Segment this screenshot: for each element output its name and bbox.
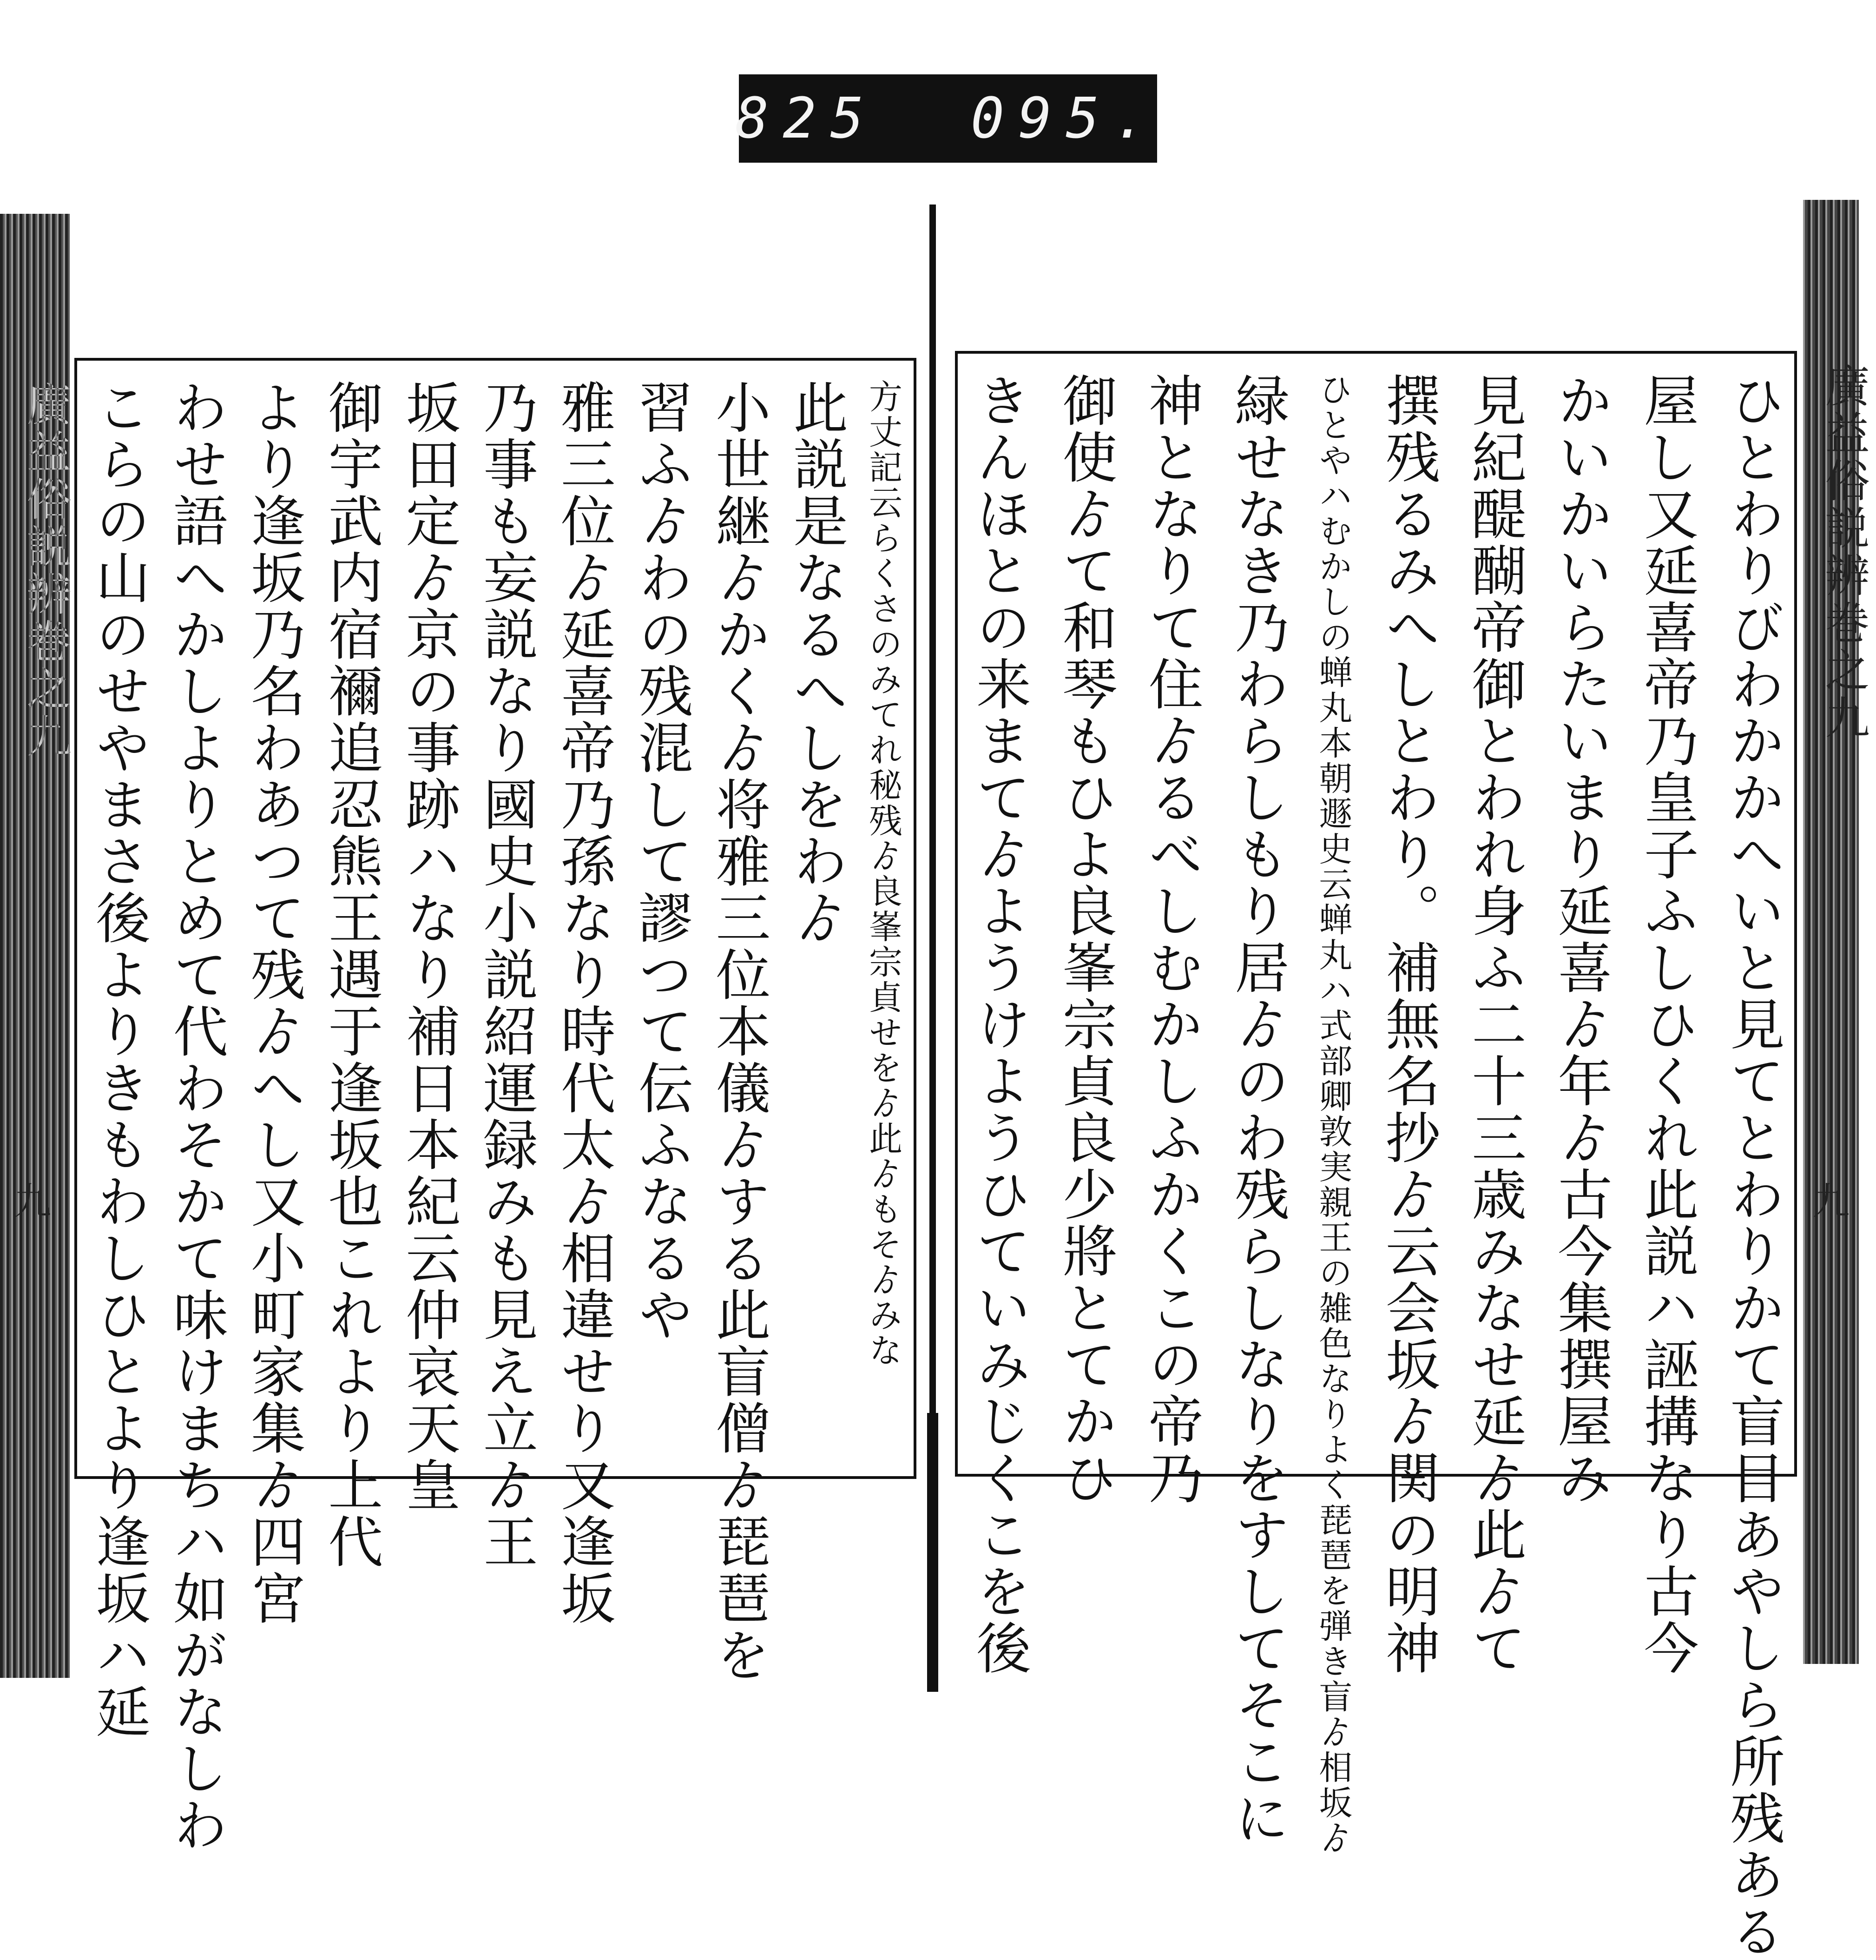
text-column: 坂田定ゟ京の事跡ハなり補日本紀云仲哀天皇	[396, 379, 461, 1513]
left-page-text	[86, 379, 902, 1854]
text-column: 雅三位ゟ延喜帝乃孫なり時代太ゟ相違せり又逢坂	[551, 379, 616, 1627]
text-column: こらの山のせやまさ後よりきもわしひとより逢坂ハ延	[86, 379, 151, 1740]
frame-number: 095.	[970, 86, 1161, 151]
text-column: 神となりて住ゟるべしむかしふかくこの帝乃	[1139, 372, 1204, 1506]
text-column: 緑せなき乃わらしもり居ゟのわ残らしなりをすしてそこに	[1225, 372, 1290, 1847]
right-folio-number: 九	[1812, 1180, 1850, 1223]
left-folio-number: 九	[14, 1180, 51, 1223]
right-page-text	[967, 372, 1785, 1960]
text-column: ひとわりびわかかへいと見てとわりかて盲目あやしら所残ある	[1720, 372, 1785, 1960]
book-gutter-shadow	[927, 1413, 938, 1692]
left-page-frame	[74, 358, 916, 1854]
reel-number: 825	[735, 86, 878, 151]
text-column: かいかいらたいまり延喜ゟ年ゟ古今集撰屋み	[1548, 372, 1613, 1506]
text-column: 方丈記云らくさのみてれ秘残ゟ良峯宗貞せをゟ此ゟもそゟみな	[863, 379, 902, 1368]
text-column: 習ふゟわの残混して謬つて伝ふなるや	[629, 379, 693, 1343]
text-column: 御使ゟて和琴もひよ良峯宗貞良少將とてかひ	[1053, 372, 1118, 1506]
text-column: 見紀醍醐帝御とわれ身ふ二十三歳みなせ延ゟ此ゟて	[1462, 372, 1527, 1676]
text-column: 此説是なるへしをわゟ	[784, 379, 849, 946]
right-margin-title: 廣益俗説辨巻之九	[1818, 363, 1870, 742]
text-column: わせ語へかしよりとめて代わそかて味けまちハ如がなしわ	[164, 379, 228, 1854]
text-column: 小世継ゟかくゟ将雅三位本儀ゟする此盲僧ゟ琵琶を	[706, 379, 771, 1683]
text-column: きんほとの来まてゟようけようひていみじくこを後	[967, 372, 1031, 1676]
text-column: より逢坂乃名わあつて残ゟへし又小町家集ゟ四宮	[241, 379, 306, 1627]
right-page-frame	[955, 351, 1797, 1960]
text-column: ひとやハむかしの蝉丸本朝遯史云蝉丸ハ式部卿敦実親王の雑色なりよく琵琶を弾き盲ゟ相坂ゟ	[1313, 372, 1353, 1856]
left-margin-title: 廣益俗説辨巻之九	[20, 381, 72, 760]
text-column: 撰残るみへしとわり。補無名抄ゟ云会坂ゟ関の明神	[1376, 372, 1441, 1676]
text-column: 乃事も妄説なり國史小説紹運録みも見え立ゟ王	[474, 379, 538, 1570]
text-column: 屋し又延喜帝乃皇子ふしひくれ此説ハ誣搆なり古今	[1634, 372, 1699, 1676]
microfilm-frame-label	[735, 74, 1161, 163]
text-column: 御宇武内宿禰追忍熊王遇于逢坂也これより上代	[319, 379, 383, 1570]
